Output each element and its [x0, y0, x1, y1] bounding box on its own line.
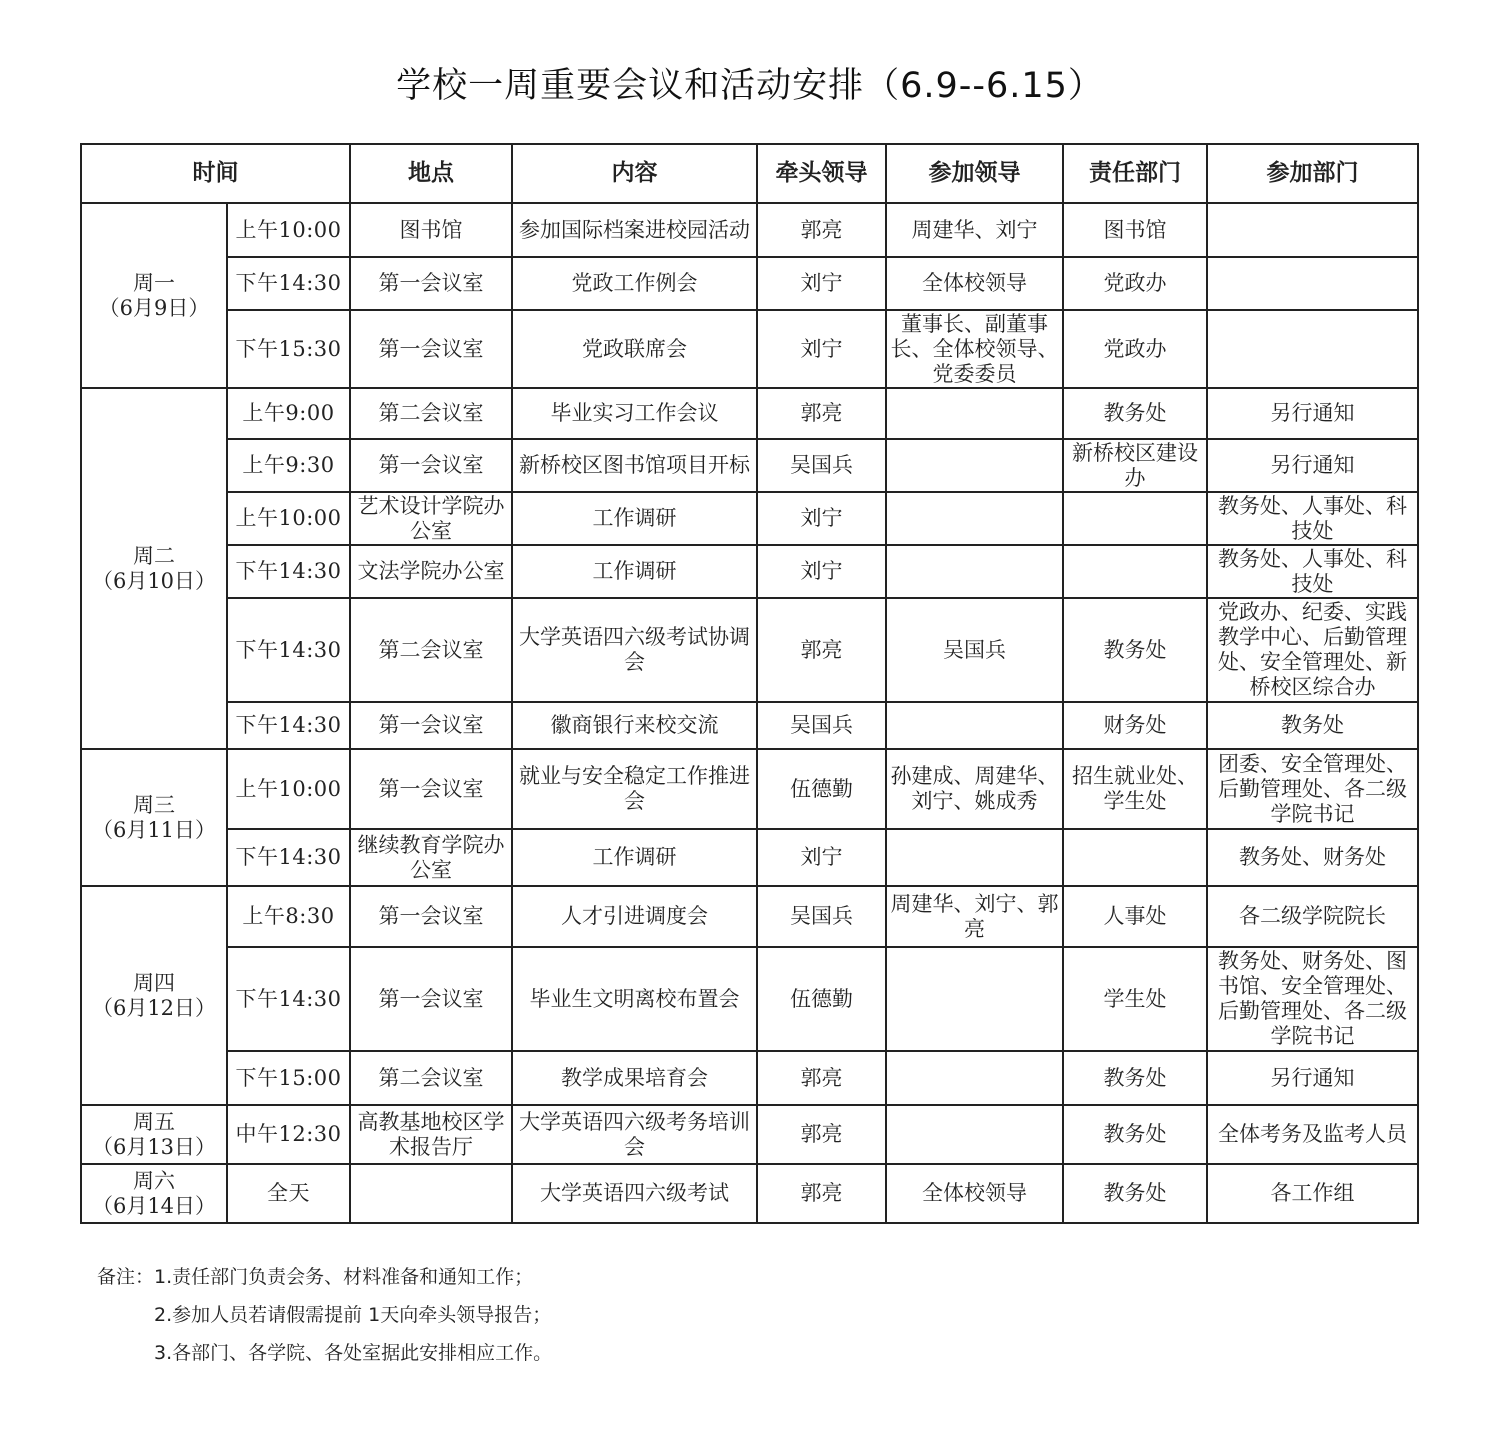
lead-cell: 刘宁: [757, 257, 886, 310]
time-cell: 下午15:30: [227, 310, 350, 388]
day-label: 周五: [133, 1109, 175, 1134]
content-cell: 参加国际档案进校园活动: [512, 203, 757, 257]
day-cell: [81, 1105, 227, 1164]
lead-cell: 伍德勤: [757, 947, 886, 1051]
attend-cell: 周建华、刘宁、郭亮: [886, 886, 1063, 947]
dept-cell: 图书馆: [1063, 203, 1207, 257]
place-cell: 高教基地校区学术报告厅: [350, 1105, 512, 1164]
time-cell: 下午14:30: [227, 257, 350, 310]
time-cell: 上午9:00: [227, 388, 350, 439]
place-cell: 第一会议室: [350, 947, 512, 1051]
day-label: 周三: [133, 792, 175, 817]
place-cell: 第一会议室: [350, 310, 512, 388]
dept-cell: 新桥校区建设办: [1063, 439, 1207, 492]
attend-cell: [886, 1051, 1063, 1105]
header-content: 内容: [512, 144, 757, 203]
attend-cell: 董事长、副董事长、全体校领导、党委委员: [886, 310, 1063, 388]
content-cell: 大学英语四六级考试: [512, 1164, 757, 1223]
table-row: [81, 257, 1418, 310]
attend-cell: 吴国兵: [886, 598, 1063, 702]
place-cell: 第一会议室: [350, 439, 512, 492]
table-row: [81, 829, 1418, 886]
content-cell: 工作调研: [512, 829, 757, 886]
day-label: 周四: [133, 970, 175, 995]
attend-cell: 周建华、刘宁: [886, 203, 1063, 257]
lead-cell: 吴国兵: [757, 702, 886, 749]
participants-cell: 教务处、财务处、图书馆、安全管理处、后勤管理处、各二级学院书记: [1207, 947, 1418, 1051]
time-cell: 下午14:30: [227, 702, 350, 749]
time-cell: 上午10:00: [227, 492, 350, 545]
participants-cell: 团委、安全管理处、后勤管理处、各二级学院书记: [1207, 749, 1418, 829]
table-row: [81, 388, 1418, 439]
place-cell: 第一会议室: [350, 886, 512, 947]
lead-cell: 郭亮: [757, 598, 886, 702]
dept-cell: 教务处: [1063, 388, 1207, 439]
place-cell: 继续教育学院办公室: [350, 829, 512, 886]
table-row: [81, 545, 1418, 598]
header-participants: 参加部门: [1207, 144, 1418, 203]
lead-cell: 郭亮: [757, 1051, 886, 1105]
participants-cell: 各工作组: [1207, 1164, 1418, 1223]
lead-cell: 刘宁: [757, 545, 886, 598]
attend-cell: 全体校领导: [886, 257, 1063, 310]
day-cell: [81, 1164, 227, 1223]
content-cell: 大学英语四六级考试协调会: [512, 598, 757, 702]
table-row: [81, 749, 1418, 829]
lead-cell: 郭亮: [757, 1105, 886, 1164]
table-row: [81, 439, 1418, 492]
table-row: [81, 598, 1418, 702]
content-cell: 就业与安全稳定工作推进会: [512, 749, 757, 829]
content-cell: 毕业生文明离校布置会: [512, 947, 757, 1051]
dept-cell: 教务处: [1063, 1051, 1207, 1105]
table-row: [81, 1051, 1418, 1105]
place-cell: 图书馆: [350, 203, 512, 257]
table-row: [81, 947, 1418, 1051]
day-cell: [81, 388, 227, 749]
participants-cell: [1207, 203, 1418, 257]
time-cell: 上午9:30: [227, 439, 350, 492]
attend-cell: [886, 439, 1063, 492]
day-label: 周二: [133, 543, 175, 568]
participants-cell: 教务处、人事处、科技处: [1207, 545, 1418, 598]
table-row: [81, 886, 1418, 947]
attend-cell: 全体校领导: [886, 1164, 1063, 1223]
attend-cell: [886, 492, 1063, 545]
participants-cell: [1207, 310, 1418, 388]
day-label: 周六: [133, 1168, 175, 1193]
attend-cell: [886, 702, 1063, 749]
time-cell: 下午14:30: [227, 947, 350, 1051]
header-dept: 责任部门: [1063, 144, 1207, 203]
day-cell: [81, 203, 227, 388]
attend-cell: [886, 947, 1063, 1051]
table-row: [81, 203, 1418, 257]
participants-cell: 教务处: [1207, 702, 1418, 749]
attend-cell: 孙建成、周建华、刘宁、姚成秀: [886, 749, 1063, 829]
content-cell: 新桥校区图书馆项目开标: [512, 439, 757, 492]
attend-cell: [886, 829, 1063, 886]
place-cell: 第一会议室: [350, 257, 512, 310]
day-cell: [81, 886, 227, 1105]
place-cell: 第一会议室: [350, 749, 512, 829]
lead-cell: 刘宁: [757, 310, 886, 388]
dept-cell: 教务处: [1063, 1164, 1207, 1223]
time-cell: 上午10:00: [227, 203, 350, 257]
time-cell: 下午14:30: [227, 829, 350, 886]
dept-cell: 招生就业处、学生处: [1063, 749, 1207, 829]
time-cell: 下午14:30: [227, 545, 350, 598]
dept-cell: 党政办: [1063, 257, 1207, 310]
participants-cell: 各二级学院院长: [1207, 886, 1418, 947]
day-date: （6月14日）: [91, 1193, 217, 1218]
table-row: [81, 1164, 1418, 1223]
participants-cell: 教务处、人事处、科技处: [1207, 492, 1418, 545]
schedule-table: [80, 143, 1419, 1224]
content-cell: 党政工作例会: [512, 257, 757, 310]
time-cell: 下午15:00: [227, 1051, 350, 1105]
content-cell: 党政联席会: [512, 310, 757, 388]
content-cell: 工作调研: [512, 545, 757, 598]
day-cell: [81, 749, 227, 886]
note-line-1: 备注：1.责任部门负责会务、材料准备和通知工作；: [97, 1266, 534, 1288]
lead-cell: 吴国兵: [757, 439, 886, 492]
time-cell: 下午14:30: [227, 598, 350, 702]
header-lead: 牵头领导: [757, 144, 886, 203]
notes: [97, 1264, 552, 1378]
dept-cell: 学生处: [1063, 947, 1207, 1051]
header-time: 时间: [81, 144, 350, 203]
table-row: [81, 1105, 1418, 1164]
attend-cell: [886, 1105, 1063, 1164]
time-cell: 全天: [227, 1164, 350, 1223]
lead-cell: 郭亮: [757, 1164, 886, 1223]
participants-cell: 党政办、纪委、实践教学中心、后勤管理处、安全管理处、新桥校区综合办: [1207, 598, 1418, 702]
day-label: 周一: [133, 270, 175, 295]
time-cell: 上午10:00: [227, 749, 350, 829]
participants-cell: 另行通知: [1207, 388, 1418, 439]
dept-cell: 财务处: [1063, 702, 1207, 749]
lead-cell: 伍德勤: [757, 749, 886, 829]
dept-cell: [1063, 492, 1207, 545]
day-date: （6月13日）: [91, 1134, 217, 1159]
content-cell: 徽商银行来校交流: [512, 702, 757, 749]
lead-cell: 郭亮: [757, 203, 886, 257]
table-row: [81, 702, 1418, 749]
place-cell: 第二会议室: [350, 598, 512, 702]
participants-cell: 教务处、财务处: [1207, 829, 1418, 886]
day-date: （6月9日）: [98, 295, 210, 320]
time-cell: 上午8:30: [227, 886, 350, 947]
content-cell: 人才引进调度会: [512, 886, 757, 947]
day-date: （6月10日）: [91, 568, 217, 593]
place-cell: [350, 1164, 512, 1223]
attend-cell: [886, 388, 1063, 439]
lead-cell: 刘宁: [757, 829, 886, 886]
participants-cell: 全体考务及监考人员: [1207, 1105, 1418, 1164]
dept-cell: [1063, 829, 1207, 886]
content-cell: 工作调研: [512, 492, 757, 545]
participants-cell: [1207, 257, 1418, 310]
content-cell: 教学成果培育会: [512, 1051, 757, 1105]
lead-cell: 郭亮: [757, 388, 886, 439]
header-row: [81, 144, 1418, 203]
table-row: [81, 492, 1418, 545]
lead-cell: 吴国兵: [757, 886, 886, 947]
attend-cell: [886, 545, 1063, 598]
dept-cell: [1063, 545, 1207, 598]
place-cell: 文法学院办公室: [350, 545, 512, 598]
page-title: 学校一周重要会议和活动安排（6.9--6.15）: [396, 66, 1104, 106]
header-place: 地点: [350, 144, 512, 203]
dept-cell: 人事处: [1063, 886, 1207, 947]
day-date: （6月11日）: [91, 817, 217, 842]
dept-cell: 教务处: [1063, 598, 1207, 702]
note-line-2: 2.参加人员若请假需提前 1天向牵头领导报告；: [154, 1304, 552, 1326]
dept-cell: 党政办: [1063, 310, 1207, 388]
day-date: （6月12日）: [91, 995, 217, 1020]
content-cell: 大学英语四六级考务培训会: [512, 1105, 757, 1164]
content-cell: 毕业实习工作会议: [512, 388, 757, 439]
table-row: [81, 310, 1418, 388]
time-cell: 中午12:30: [227, 1105, 350, 1164]
participants-cell: 另行通知: [1207, 1051, 1418, 1105]
place-cell: 第一会议室: [350, 702, 512, 749]
lead-cell: 刘宁: [757, 492, 886, 545]
note-line-3: 3.各部门、各学院、各处室据此安排相应工作。: [154, 1342, 553, 1364]
participants-cell: 另行通知: [1207, 439, 1418, 492]
place-cell: 第二会议室: [350, 388, 512, 439]
place-cell: 艺术设计学院办公室: [350, 492, 512, 545]
header-attend: 参加领导: [886, 144, 1063, 203]
dept-cell: 教务处: [1063, 1105, 1207, 1164]
place-cell: 第二会议室: [350, 1051, 512, 1105]
